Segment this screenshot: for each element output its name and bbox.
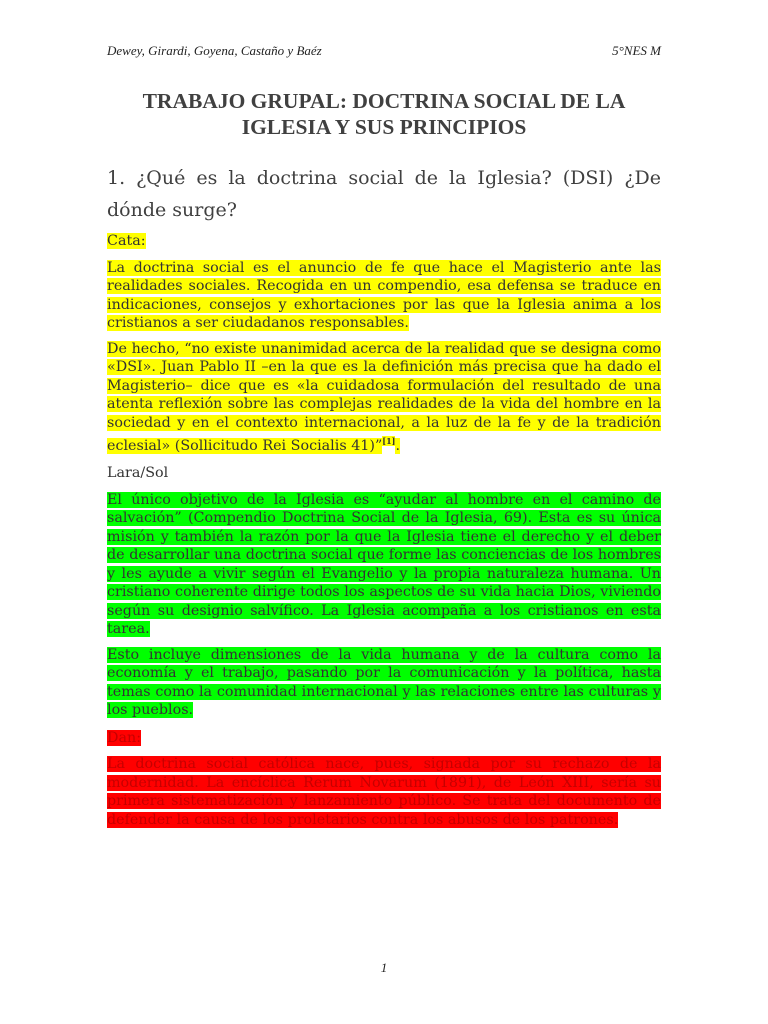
page-number: 1 [380,960,388,975]
cata-paragraph-1: La doctrina social es el anuncio de fe que hace el Magisterio ante las realidades sociales. Recogida en un compendio, esa defensa se traduce en indicaciones, consejos y exhortaciones por las que la Iglesia anima a los cristianos a ser ciudadanos responsables. [107,259,661,331]
header-authors: Dewey, Girardi, Goyena, Castaño y Baéz [107,43,322,58]
cata-paragraph-2: De hecho, “no existe unanimidad acerca de la realidad que se designa como «DSI». Juan Pablo II –en la que es la definición más precisa que ha dado el Magisterio– dice que es «la cuidadosa formulación del resultado de una atenta reflexión sobre las complejas realidades de la vida del hombre en la sociedad y en el contexto internacional, a la luz de la fe y de la tradición eclesial» (Sollicitudo Rei Socialis 41)”[1]. [107,340,661,454]
section-label-cata: Cata: [107,233,146,249]
section-label-lara: Lara/Sol [107,465,169,482]
third-paragraph-1: La doctrina social católica nace, pues, signada por su rechazo de la modernidad. La encíclica Rerum Novarum (1891), de León XIII, sería su primera sistematización y lanzamiento público. Se trata del documento de defender la causa de los proletarios contra los abusos de los patrones. [107,756,661,828]
document-body [107,232,661,836]
section-label-third: Dan: [107,729,142,746]
lara-paragraph-2: Esto incluye dimensiones de la vida humana y de la cultura como la economía y el trabajo, pasando por la comunicación y la política, hasta temas como la comunidad internacional y las relaciones entre las culturas y los pueblos. [107,646,661,719]
header-course: 5°NES M [612,43,661,58]
footnote-link[interactable]: [1] [382,436,396,446]
lara-paragraph-1: El único objetivo de la Iglesia es “ayudar al hombre en el camino de salvación” (Compendio Doctrina Social de la Iglesia, 69). Esta es su única misión y también la razón por la que la Iglesia tiene el derecho y el deber de desarrollar una doctrina social que forme las conciencias de los hombres y les ayude a vivir según el Evangelio y la propia naturaleza humana. Un cristiano coherente dirige todos los aspectos de su vida hacia Dios, viviendo según su designio salvífico. La Iglesia acompaña a los cristianos en esta tarea. [107,491,661,638]
page-header [107,43,661,59]
question-heading: 1. ¿Qué es la doctrina social de la Iglesia? (DSI) ¿De dónde surge? [107,167,661,221]
document-title: TRABAJO GRUPAL: DOCTRINA SOCIAL DE LA IGLESIA Y SUS PRINCIPIOS [142,89,626,139]
